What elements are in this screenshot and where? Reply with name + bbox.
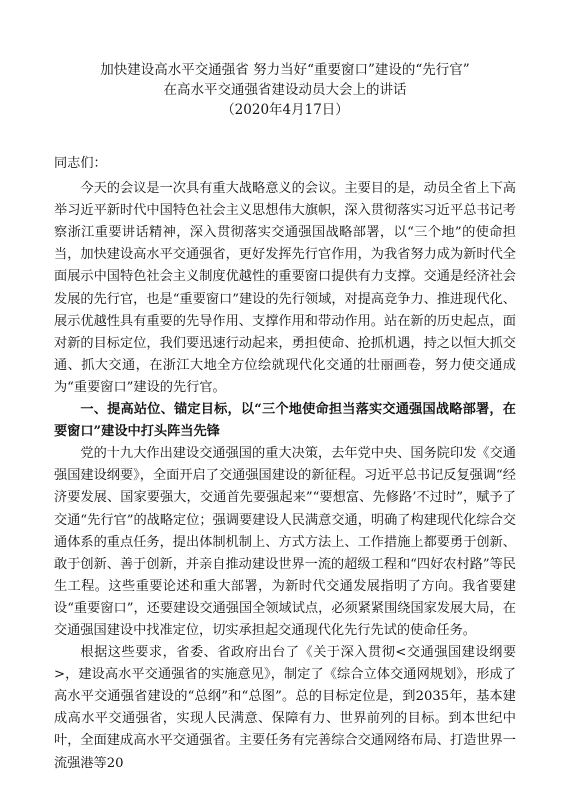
paragraph-transport-power: 党的十九大作出建设交通强国的重大决策，去年党中央、国务院印发《交通强国建设纲要》，全面开启了交通强国建设的新征程。习近平总书记反复强调“经济要发展、国家要强大，交通首先要强起来”“要想富、先修路’不过时”，赋予了交通“先行官”的战略定位；强调要建设人民满意交通，明确了构建现代化综合交通体系的重点任务，提出体制机制上、方式方法上、工作措施上都要勇于创新、敢于创新、善于创新，并亲自推动建设世界一流的超级工程和“四好农村路”等民生工程。这些重要论述和重大部署，为新时代交通发展指明了方向。我省要建设“重要窗口”，还要建设交通强国全领域试点，必须紧紧围绕国家发展大局，在交通强国建设中找准定位，切实承担起交通现代化先行先试的使命任务。 <box>54 446 516 638</box>
title-line-1: 加快建设高水平交通强省 努力当好“重要窗口”建设的“先行官” <box>100 62 470 78</box>
document-title <box>54 60 516 120</box>
title-line-2: 在高水平交通强省建设动员大会上的讲话 <box>163 82 407 98</box>
paragraph-intro: 今天的会议是一次具有重大战略意义的会议。主要目的是，动员全省上下高举习近平新时代中国特色社会主义思想伟大旗帜，深入贯彻落实习近平总书记考察浙江重要讲话精神，深入贯彻落实交通强国战略部署，以“三个地”的使命担当，加快建设高水平交通强省，更好发挥先行官作用，为我省努力成为新时代全面展示中国特色社会主义制度优越性的重要窗口提供有力支撑。交通是经济社会发展的先行官，也是“重要窗口”建设的先行领域，对提高竞争力、推进现代化、展示优越性具有重要的先导作用、支撑作用和带动作用。站在新的历史起点，面对新的目标定位，我们要迅速行动起来，勇担使命、抢抓机遇，持之以恒大抓交通、抓大交通，在浙江大地全方位绘就现代化交通的壮丽画卷，努力使交通成为“重要窗口”建设的先行官。 <box>54 181 516 395</box>
document-body <box>54 153 516 775</box>
salutation: 同志们： <box>54 156 107 171</box>
speech-date: （2020年4月17日） <box>221 102 349 118</box>
paragraph-provincial-plan: 根据这些要求，省委、省政府出台了《关于深入贯彻<交通强国建设纲要>，建设高水平交通强省的实施意见》，制定了《综合立体交通网规划》，形成了高水平交通强省建设的“总纲”和“总图”。总的目标定位是，到2035年，基本建成高水平交通强省，实现人民满意、保障有力、世界前列的目标。到本世纪中叶，全面建成高水平交通强省。主要任务有完善综合交通网络布局、打造世界一流强港等20 <box>54 645 516 771</box>
section-heading-1: 一、提高站位、锚定目标，以“三个地使命担当落实交通强国战略部署，在要窗口”建设中打头阵当先锋 <box>54 402 516 440</box>
